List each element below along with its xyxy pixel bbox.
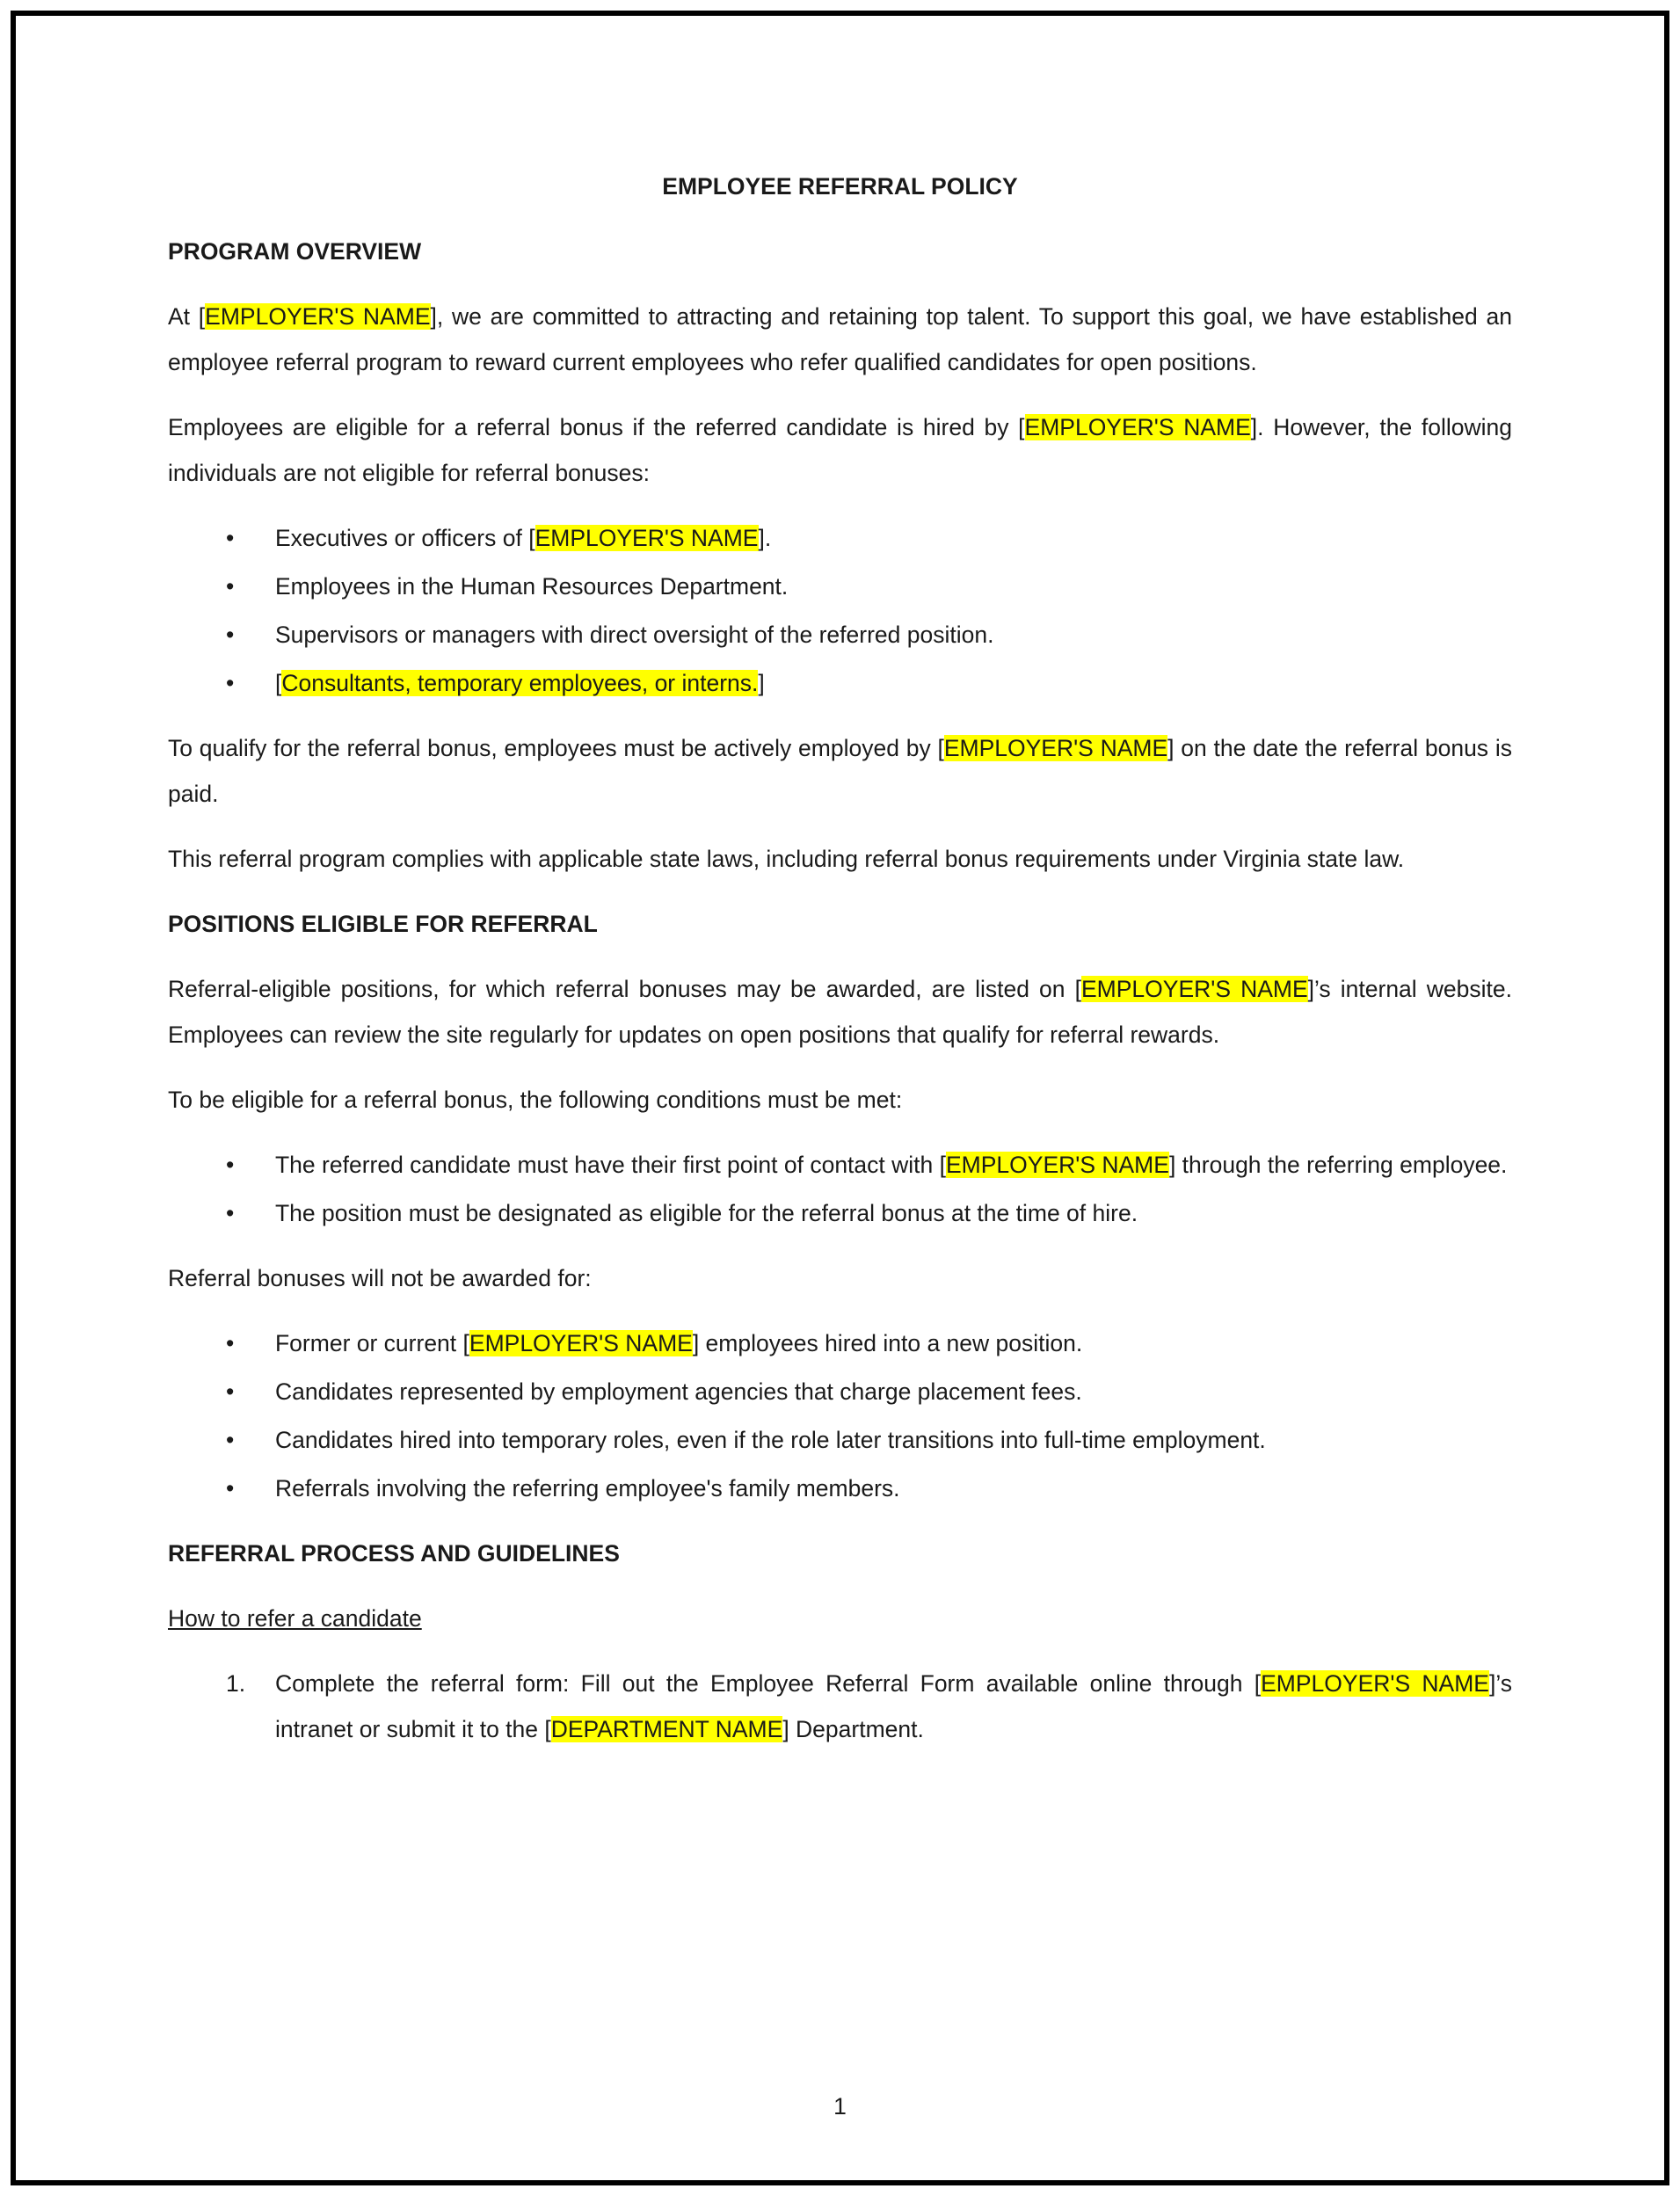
highlighted-placeholder-text: EMPLOYER'S NAME [943,735,1168,761]
highlighted-placeholder-text: EMPLOYER'S NAME [205,303,431,330]
list-item [168,515,1512,561]
paragraph-intro [168,294,1512,385]
text-run: ] [758,670,765,696]
paragraph-conditions-intro [168,1077,1512,1123]
step-number: 1. [226,1670,246,1697]
subheading-how-to-refer: How to refer a candidate [168,1605,422,1632]
text-run: ] on the date the referral bonus is paid. [168,735,1512,807]
list-item [168,1190,1512,1236]
text-run: Referral bonuses will not be awarded for: [168,1265,592,1291]
text-run: The referred candidate must have their first point of contact with [ [275,1152,946,1178]
highlighted-placeholder-text: EMPLOYER'S NAME [469,1330,693,1356]
text-run: Former or current [ [275,1330,469,1356]
numbered-step [168,1661,1512,1752]
text-run: Executives or officers of [ [275,525,535,551]
text-run: Candidates hired into temporary roles, even if the role later transitions into full-time employment. [275,1427,1266,1453]
page-number: 1 [833,2093,847,2120]
document-content [168,164,1512,1771]
text-run: To be eligible for a referral bonus, the following conditions must be met: [168,1087,903,1113]
highlighted-placeholder-text: EMPLOYER'S NAME [1081,976,1308,1002]
text-run: ] Department. [782,1716,924,1742]
text-run: [ [275,670,282,696]
highlighted-placeholder-text: EMPLOYER'S NAME [946,1152,1169,1178]
text-run: ]’s internal website. Employees can review the site regularly for updates on open positions that qualify for referral rewards. [168,976,1512,1048]
paragraph-exclusions-intro [168,1255,1512,1301]
highlighted-placeholder-text: EMPLOYER'S NAME [1024,414,1251,440]
list-item [168,1417,1512,1463]
highlighted-placeholder-text: EMPLOYER'S NAME [1261,1670,1489,1697]
list-item [168,564,1512,609]
heading-program-overview: PROGRAM OVERVIEW [168,238,422,265]
list-item [168,1465,1512,1511]
paragraph-eligibility [168,404,1512,496]
list-item [168,1320,1512,1366]
list-item [168,1369,1512,1414]
text-run: ], we are committed to attracting and retaining top talent. To support this goal, we have established an employee referral program to reward current employees who refer qualified candidates for open positions. [168,303,1512,375]
text-run: Employees are eligible for a referral bonus if the referred candidate is hired by [ [168,414,1025,440]
step-text [275,1670,1512,1742]
paragraph-compliance [168,836,1512,882]
document-title: EMPLOYEE REFERRAL POLICY [662,173,1018,200]
list-item [168,660,1512,706]
not-eligible-list [168,515,1512,706]
paragraph-positions-intro [168,966,1512,1058]
exclusions-list [168,1320,1512,1511]
text-run: Referrals involving the referring employee's family members. [275,1475,900,1502]
list-item [168,612,1512,658]
text-run: Employees in the Human Resources Department. [275,573,789,600]
text-run: Referral-eligible positions, for which referral bonuses may be awarded, are listed on [ [168,976,1081,1002]
text-run: This referral program complies with applicable state laws, including referral bonus requirements under Virginia state law. [168,846,1405,872]
highlighted-placeholder-text: DEPARTMENT NAME [550,1716,783,1742]
text-run: ] employees hired into a new position. [692,1330,1083,1356]
text-run: Candidates represented by employment agencies that charge placement fees. [275,1378,1082,1405]
highlighted-placeholder-text: Consultants, temporary employees, or interns. [281,670,759,696]
text-run: At [ [168,303,206,330]
heading-positions-eligible: POSITIONS ELIGIBLE FOR REFERRAL [168,911,598,937]
text-run: ]’s intranet or submit it to the [ [275,1670,1512,1742]
text-run: Supervisors or managers with direct oversight of the referred position. [275,622,994,648]
conditions-list [168,1142,1512,1236]
list-item [168,1142,1512,1188]
highlighted-placeholder-text: EMPLOYER'S NAME [535,525,759,551]
steps-list [168,1661,1512,1752]
text-run: ]. [758,525,772,551]
text-run: ]. However, the following individuals are not eligible for referral bonuses: [168,414,1512,486]
text-run: ] through the referring employee. [1168,1152,1508,1178]
paragraph-qualify [168,725,1512,817]
heading-referral-process: REFERRAL PROCESS AND GUIDELINES [168,1540,620,1567]
text-run: Complete the referral form: Fill out the Employee Referral Form available online through [ [275,1670,1262,1697]
text-run: The position must be designated as eligible for the referral bonus at the time of hire. [275,1200,1138,1226]
text-run: To qualify for the referral bonus, employees must be actively employed by [ [168,735,944,761]
